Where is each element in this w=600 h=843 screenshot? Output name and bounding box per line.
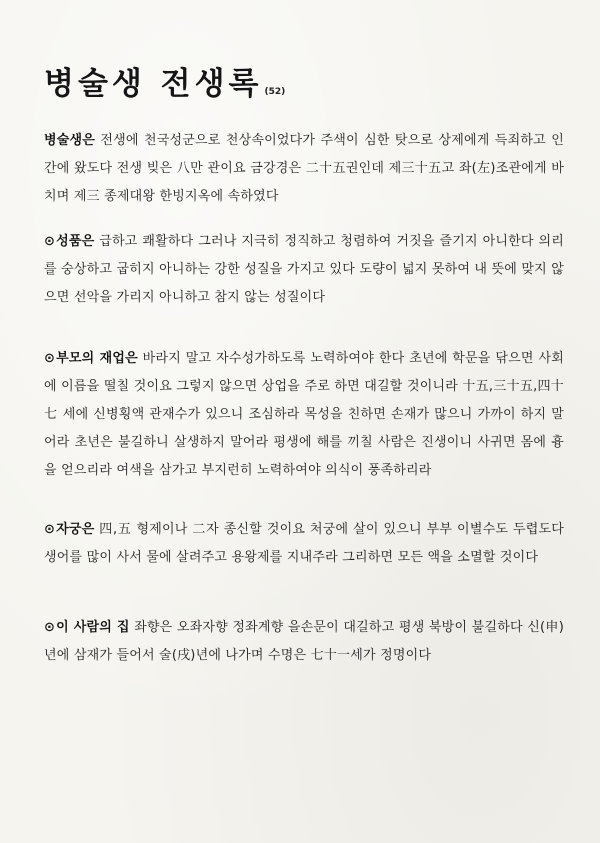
page-title: 병술생 전생록 (44, 66, 263, 102)
paragraph-parents (44, 345, 564, 485)
paragraph-past-life (44, 127, 564, 211)
section-lead: 이 사람의 집 (56, 620, 130, 635)
section-children (44, 516, 564, 572)
paragraph-house (44, 614, 564, 670)
section-lead: 자궁은 (56, 522, 95, 537)
section-text: 바라지 말고 자수성가하도록 노력하여야 한다 초년에 학문을 닦으면 사회에 이름을 떨칠 것이요 그렇지 않으면 상업을 주로 하면 대길할 것이니라 十五,三十五,四十七 세에 신병횡액 관재수가 있으니 조심하라 목성을 친하면 손재가 많으니 가까이 하지 말어라 초년은 불길하니 살생하지 말어라 평생에 해를 끼칠 사람은 진생이니 사귀면 몸에 흉을 얻으리라 여색을 삼가고 부지런히 노력하여야 의식이 풍족하리라 (44, 351, 564, 478)
section-parents (44, 345, 564, 485)
paragraph-personality (44, 228, 564, 312)
section-text: 급하고 쾌활하다 그러나 지극히 정직하고 청렴하여 거짓을 즐기지 아니한다 의리를 숭상하고 굽히지 아니하는 강한 성질을 가지고 있다 도량이 넓지 못하여 내 뜻에 맞지 않으면 선악을 가리지 아니하고 참지 않는 성질이다 (44, 234, 564, 305)
section-house (44, 614, 564, 670)
section-lead: 부모의 재업은 (56, 351, 138, 366)
section-lead: 성품은 (56, 234, 95, 249)
circle-dot-icon: ⊙ (44, 522, 56, 537)
section-text: 좌향은 오좌자향 정좌계향 을손문이 대길하고 평생 북방이 불길하다 신(申)년에 삼재가 들어서 술(戌)년에 나가며 수명은 七十一세가 정명이다 (44, 620, 564, 663)
paragraph-children (44, 516, 564, 572)
title-block (44, 58, 285, 103)
circle-dot-icon: ⊙ (44, 620, 56, 635)
circle-dot-icon: ⊙ (44, 234, 56, 249)
section-lead: 병술생은 (44, 133, 96, 148)
section-text: 전생에 천국성군으로 천상속이었다가 주색이 심한 탓으로 상제에게 득죄하고 인간에 왔도다 전생 빚은 八만 관이요 금강경은 二十五권인데 제三十五고 좌(左)조관에게 바치며 제三 종제대왕 한빙지옥에 속하였다 (44, 133, 564, 204)
section-past-life (44, 127, 564, 211)
section-personality (44, 228, 564, 312)
page-number: (52) (264, 87, 286, 97)
section-text: 四,五 형제이나 二자 종신할 것이요 처궁에 살이 있으니 부부 이별수도 두렵도다 생어를 많이 사서 물에 살려주고 용왕제를 지내주라 그리하면 모든 액을 소멸할 것이다 (44, 522, 564, 565)
circle-dot-icon: ⊙ (44, 351, 56, 366)
